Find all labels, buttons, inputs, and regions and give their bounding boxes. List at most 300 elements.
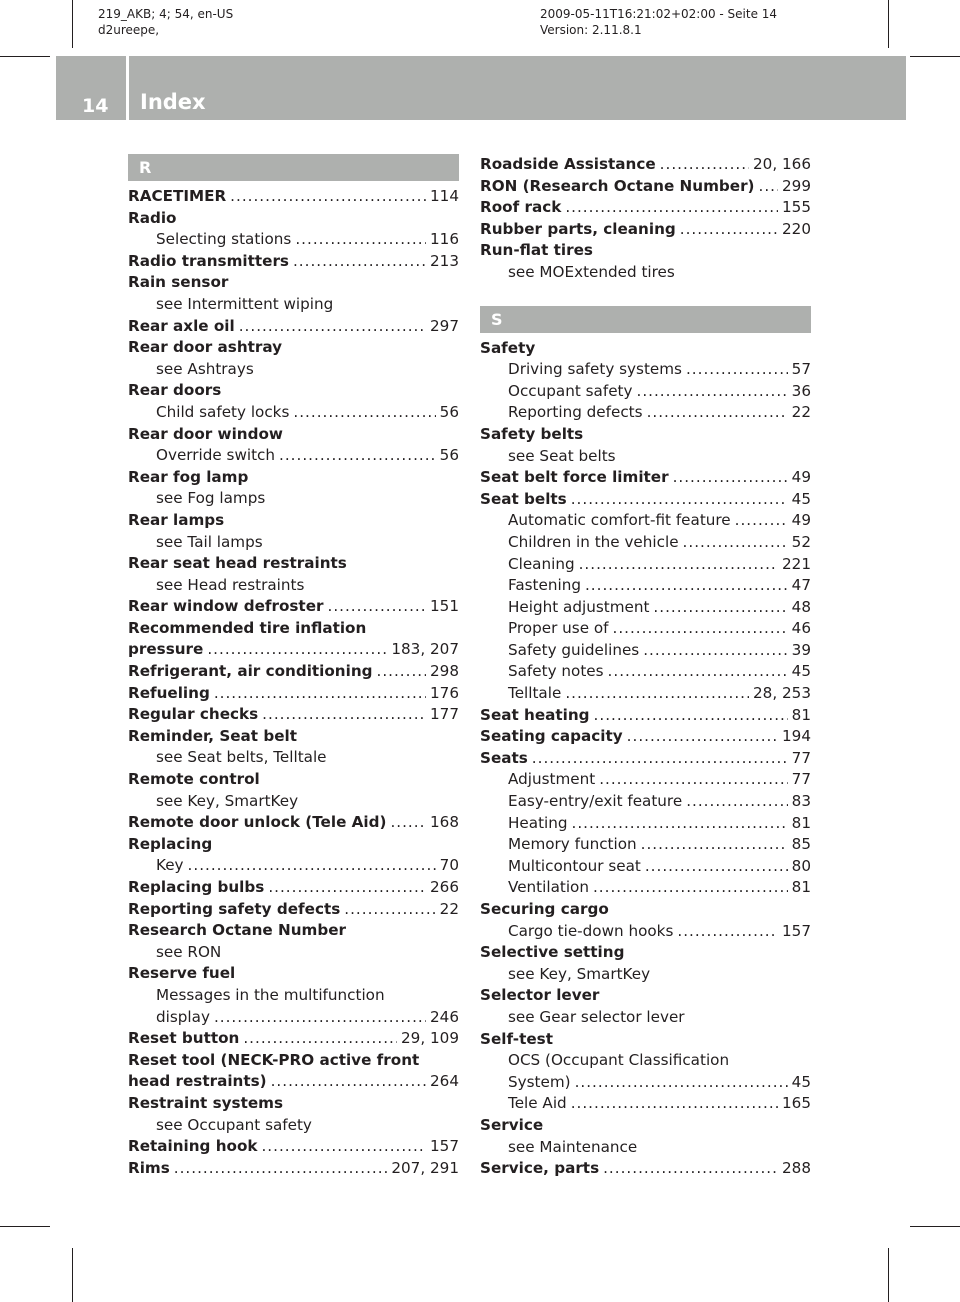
crop-mark xyxy=(0,1226,50,1227)
leader-dots xyxy=(593,877,788,899)
index-term: display xyxy=(156,1007,210,1026)
index-page-ref: 45 xyxy=(791,662,811,681)
index-subentry xyxy=(128,1115,459,1137)
leader-dots xyxy=(613,618,788,640)
index-term: Tele Aid xyxy=(508,1094,567,1113)
index-entry xyxy=(128,1136,459,1158)
index-term: Rain sensor xyxy=(128,273,229,292)
index-page-ref: 83 xyxy=(791,792,811,811)
index-page-ref: 183, 207 xyxy=(391,640,459,659)
index-entry xyxy=(128,877,459,899)
leader-dots xyxy=(565,197,778,219)
index-entry xyxy=(480,338,811,360)
index-term: OCS (Occupant Classification xyxy=(508,1051,730,1070)
index-entry xyxy=(128,769,459,791)
index-subentry xyxy=(128,402,459,424)
leader-dots xyxy=(759,176,779,198)
index-subentry xyxy=(128,985,459,1007)
print-meta-version: Version: 2.11.8.1 xyxy=(540,23,642,37)
index-term: Roof rack xyxy=(480,198,562,217)
crop-mark xyxy=(910,1226,960,1227)
index-term: Seating capacity xyxy=(480,727,623,746)
index-term: Reset button xyxy=(128,1029,240,1048)
index-term: Rear fog lamp xyxy=(128,467,249,486)
print-meta-source: d2ureepe, xyxy=(98,23,160,37)
index-page-ref: 45 xyxy=(791,489,811,508)
index-subentry xyxy=(480,1007,811,1029)
index-page-ref: 155 xyxy=(782,198,811,217)
print-meta-timestamp: 2009-05-11T16:21:02+02:00 - Seite 14 xyxy=(540,7,778,21)
leader-dots xyxy=(214,683,426,705)
index-entry xyxy=(128,812,459,834)
index-subentry xyxy=(480,1050,811,1072)
index-subentry xyxy=(480,791,811,813)
index-page-ref: 220 xyxy=(782,219,811,238)
index-entry xyxy=(128,380,459,402)
index-term: Restraint systems xyxy=(128,1093,284,1112)
index-term: see Intermittent wiping xyxy=(156,294,334,313)
index-subentry xyxy=(480,964,811,986)
index-page-ref: 49 xyxy=(791,468,811,487)
index-term: Service, parts xyxy=(480,1159,600,1178)
leader-dots xyxy=(261,1136,426,1158)
index-term: see Ashtrays xyxy=(156,359,254,378)
index-page-ref: 81 xyxy=(791,878,811,897)
index-page-ref: 297 xyxy=(430,316,459,335)
index-term: Rims xyxy=(128,1158,170,1177)
index-subentry xyxy=(480,1093,811,1115)
index-term: Self-test xyxy=(480,1029,553,1048)
index-term: Rubber parts, cleaning xyxy=(480,219,676,238)
index-term: Ventilation xyxy=(508,878,589,897)
index-term: Selective setting xyxy=(480,943,625,962)
index-term: see Fog lamps xyxy=(156,489,266,508)
page-title: Index xyxy=(140,90,206,114)
leader-dots xyxy=(328,596,427,618)
index-term: Reminder, Seat belt xyxy=(128,726,297,745)
index-page-ref: 70 xyxy=(439,856,459,875)
index-term: see Maintenance xyxy=(508,1137,638,1156)
index-entry xyxy=(128,316,459,338)
index-term: Service xyxy=(480,1115,544,1134)
index-subentry xyxy=(128,791,459,813)
index-subentry xyxy=(128,488,459,510)
index-term: Rear seat head restraints xyxy=(128,554,347,573)
index-term: Seat belt force limiter xyxy=(480,468,669,487)
index-term: see Key, SmartKey xyxy=(508,964,651,983)
index-term: see Occupant safety xyxy=(156,1115,312,1134)
index-term: Radio transmitters xyxy=(128,251,289,270)
index-term: Selector lever xyxy=(480,986,600,1005)
leader-dots xyxy=(627,726,778,748)
index-page-ref: 165 xyxy=(782,1094,811,1113)
index-page-ref: 213 xyxy=(430,251,459,270)
index-entry xyxy=(480,985,811,1007)
index-term: Remote control xyxy=(128,770,260,789)
index-subentry xyxy=(480,856,811,878)
index-page-ref: 56 xyxy=(439,446,459,465)
leader-dots xyxy=(207,639,387,661)
index-entry xyxy=(480,176,811,198)
index-entry xyxy=(128,1071,459,1093)
index-term: Safety belts xyxy=(480,424,584,443)
index-entry xyxy=(128,208,459,230)
index-term: Children in the vehicle xyxy=(508,532,679,551)
index-page-ref: 46 xyxy=(791,619,811,638)
index-page-ref: 157 xyxy=(430,1137,459,1156)
index-entry xyxy=(128,467,459,489)
index-subentry xyxy=(480,640,811,662)
index-subentry xyxy=(128,1007,459,1029)
index-entry xyxy=(128,704,459,726)
index-page-ref: 266 xyxy=(430,878,459,896)
index-entry xyxy=(480,219,811,241)
index-term: Automatic comfort-fit feature xyxy=(508,511,731,530)
index-entry xyxy=(128,661,459,683)
leader-dots xyxy=(271,1071,426,1093)
index-entry xyxy=(480,240,811,262)
index-term: head restraints) xyxy=(128,1072,267,1091)
leader-dots xyxy=(188,855,436,877)
index-page-ref: 77 xyxy=(791,748,811,767)
index-subentry xyxy=(128,445,459,467)
leader-dots xyxy=(585,575,788,597)
index-entry xyxy=(128,251,459,273)
index-page-ref: 20, 166 xyxy=(753,155,811,173)
index-subentry xyxy=(480,618,811,640)
section-letter-heading: R xyxy=(128,154,459,181)
index-subentry xyxy=(480,575,811,597)
index-entry xyxy=(128,963,459,985)
index-entry xyxy=(128,1028,459,1050)
leader-dots xyxy=(735,510,788,532)
index-term: Seat belts xyxy=(480,489,567,508)
section-letter-heading: S xyxy=(480,306,811,333)
index-term: RON (Research Octane Number) xyxy=(480,176,755,195)
index-entry xyxy=(480,705,811,727)
index-term: Radio xyxy=(128,208,177,227)
leader-dots xyxy=(174,1158,388,1180)
index-page-ref: 56 xyxy=(439,402,459,421)
index-term: see Tail lamps xyxy=(156,532,263,551)
leader-dots xyxy=(293,251,426,273)
index-entry xyxy=(128,726,459,748)
index-term: Rear door ashtray xyxy=(128,338,283,357)
index-entry xyxy=(128,510,459,532)
leader-dots xyxy=(575,1072,788,1094)
index-page-ref: 47 xyxy=(791,576,811,595)
leader-dots xyxy=(230,186,426,208)
index-page-ref: 288 xyxy=(782,1159,811,1178)
index-entry xyxy=(480,899,811,921)
index-entry xyxy=(480,1158,811,1180)
index-term: Rear door window xyxy=(128,424,283,443)
page-number: 14 xyxy=(82,95,109,117)
crop-mark xyxy=(888,0,889,48)
index-entry xyxy=(480,1029,811,1051)
index-term: RACETIMER xyxy=(128,187,227,205)
index-term: Memory function xyxy=(508,835,637,854)
index-entry xyxy=(128,424,459,446)
index-term: Rear axle oil xyxy=(128,316,235,335)
index-page-ref: 36 xyxy=(791,381,811,400)
leader-dots xyxy=(686,359,788,381)
index-page-ref: 45 xyxy=(791,1072,811,1091)
leader-dots xyxy=(243,1028,397,1050)
index-page-ref: 298 xyxy=(430,662,459,681)
index-term: Fastening xyxy=(508,576,581,595)
index-page-ref: 81 xyxy=(791,813,811,832)
index-page-ref: 151 xyxy=(430,597,459,616)
index-term: Run-flat tires xyxy=(480,241,593,260)
index-term: Reset tool (NECK-PRO active front xyxy=(128,1050,420,1069)
index-subentry xyxy=(480,554,811,576)
index-page-ref: 194 xyxy=(782,727,811,746)
index-subentry xyxy=(480,683,811,705)
leader-dots xyxy=(645,856,788,878)
leader-dots xyxy=(680,219,778,241)
index-page-ref: 29, 109 xyxy=(401,1029,459,1048)
index-term: Remote door unlock (Tele Aid) xyxy=(128,813,387,832)
index-term: Height adjustment xyxy=(508,597,650,616)
leader-dots xyxy=(599,769,787,791)
index-page-ref: 176 xyxy=(430,683,459,702)
index-subentry xyxy=(480,359,811,381)
index-term: Securing cargo xyxy=(480,900,609,918)
index-page-ref: 221 xyxy=(782,554,811,573)
index-subentry xyxy=(128,359,459,381)
index-page-ref: 177 xyxy=(430,705,459,724)
index-subentry xyxy=(480,834,811,856)
leader-dots xyxy=(262,704,426,726)
index-term: see Head restraints xyxy=(156,575,305,594)
index-subentry xyxy=(480,510,811,532)
leader-dots xyxy=(647,402,788,424)
index-term: see Seat belts xyxy=(508,446,616,465)
index-term: Research Octane Number xyxy=(128,921,347,940)
index-subentry xyxy=(480,1137,811,1159)
leader-dots xyxy=(637,381,788,403)
leader-dots xyxy=(686,791,787,813)
index-term: Safety guidelines xyxy=(508,640,640,659)
crop-mark xyxy=(72,0,73,48)
index-term: System) xyxy=(508,1072,571,1091)
index-subentry xyxy=(480,597,811,619)
leader-dots xyxy=(268,877,426,899)
leader-dots xyxy=(295,229,426,251)
index-entry xyxy=(128,1050,459,1072)
index-term: Safety notes xyxy=(508,662,604,681)
leader-dots xyxy=(571,1093,778,1115)
crop-mark xyxy=(72,1248,73,1302)
index-column-right xyxy=(480,154,811,1180)
index-page-ref: 114 xyxy=(430,187,459,205)
leader-dots xyxy=(293,402,435,424)
index-term: see Key, SmartKey xyxy=(156,791,299,810)
index-entry xyxy=(128,186,459,208)
index-entry xyxy=(480,424,811,446)
index-page-ref: 52 xyxy=(791,532,811,551)
index-term: Adjustment xyxy=(508,770,596,789)
index-entry xyxy=(128,683,459,705)
index-entry xyxy=(128,337,459,359)
index-entry xyxy=(128,272,459,294)
index-entry xyxy=(128,920,459,942)
index-subentry xyxy=(480,262,811,284)
index-term: Override switch xyxy=(156,446,276,465)
index-term: Telltale xyxy=(508,684,562,703)
index-page-ref: 49 xyxy=(791,511,811,530)
index-column-left xyxy=(128,154,459,1179)
leader-dots xyxy=(603,1158,778,1180)
index-term: Cargo tie-down hooks xyxy=(508,921,674,940)
index-term: Occupant safety xyxy=(508,381,633,400)
leader-dots xyxy=(571,489,788,511)
leader-dots xyxy=(683,532,788,554)
index-term: see MOExtended tires xyxy=(508,262,675,281)
index-term: Key xyxy=(156,856,184,875)
index-entry xyxy=(480,748,811,770)
index-entry xyxy=(128,899,459,921)
index-subentry xyxy=(480,877,811,899)
index-subentry xyxy=(480,813,811,835)
index-subentry xyxy=(480,1072,811,1094)
index-entry xyxy=(480,1115,811,1137)
index-subentry xyxy=(480,446,811,468)
index-term: Heating xyxy=(508,813,568,832)
leader-dots xyxy=(643,640,787,662)
index-term: Reporting safety defects xyxy=(128,899,341,918)
index-entry xyxy=(480,467,811,489)
index-term: Multicontour seat xyxy=(508,856,641,875)
index-term: Roadside Assistance xyxy=(480,155,656,173)
index-subentry xyxy=(128,855,459,877)
index-term: Child safety locks xyxy=(156,402,290,421)
index-term: Refueling xyxy=(128,683,210,702)
leader-dots xyxy=(572,813,788,835)
header-divider xyxy=(126,56,129,120)
leader-dots xyxy=(673,467,788,489)
index-page-ref: 299 xyxy=(782,176,811,195)
index-entry xyxy=(480,197,811,219)
leader-dots xyxy=(279,445,436,467)
print-meta-job: 219_AKB; 4; 54, en-US xyxy=(98,7,234,21)
leader-dots xyxy=(565,683,749,705)
index-entry xyxy=(480,726,811,748)
index-term: Rear lamps xyxy=(128,510,225,529)
leader-dots xyxy=(377,661,427,683)
index-subentry xyxy=(128,229,459,251)
index-term: Proper use of xyxy=(508,619,609,638)
index-term: see RON xyxy=(156,942,222,961)
leader-dots xyxy=(344,899,435,921)
index-term: Regular checks xyxy=(128,705,259,724)
index-page-ref: 57 xyxy=(791,360,811,379)
index-entry xyxy=(128,553,459,575)
index-term: Rear window defroster xyxy=(128,597,324,616)
crop-mark xyxy=(910,56,960,57)
index-entry xyxy=(128,596,459,618)
index-page-ref: 264 xyxy=(430,1072,459,1091)
leader-dots xyxy=(608,661,788,683)
index-page-ref: 80 xyxy=(791,856,811,875)
crop-mark xyxy=(0,56,50,57)
index-term: Seat heating xyxy=(480,705,590,724)
leader-dots xyxy=(579,554,778,576)
index-subentry xyxy=(128,942,459,964)
index-entry xyxy=(128,618,459,640)
leader-dots xyxy=(239,316,426,338)
index-term: see Gear selector lever xyxy=(508,1007,685,1026)
index-term: Recommended tire inflation xyxy=(128,618,367,637)
index-term: Selecting stations xyxy=(156,230,292,249)
index-page-ref: 207, 291 xyxy=(391,1158,459,1177)
print-meta-right xyxy=(540,6,777,38)
index-subentry xyxy=(128,532,459,554)
index-page-ref: 39 xyxy=(791,640,811,659)
index-page-ref: 85 xyxy=(791,835,811,854)
index-term: Reserve fuel xyxy=(128,964,236,983)
leader-dots xyxy=(641,834,788,856)
index-term: Refrigerant, air conditioning xyxy=(128,662,373,681)
crop-mark xyxy=(888,1248,889,1302)
index-term: Cleaning xyxy=(508,554,575,573)
index-subentry xyxy=(480,661,811,683)
index-entry xyxy=(480,154,811,176)
index-term: Replacing xyxy=(128,834,213,853)
index-page-ref: 22 xyxy=(791,403,811,422)
index-page-ref: 246 xyxy=(430,1007,459,1026)
leader-dots xyxy=(532,748,788,770)
index-subentry xyxy=(480,381,811,403)
index-subentry xyxy=(480,402,811,424)
index-page-ref: 48 xyxy=(791,597,811,616)
index-entry xyxy=(128,1158,459,1180)
leader-dots xyxy=(660,154,749,176)
index-entry xyxy=(128,834,459,856)
index-term: Driving safety systems xyxy=(508,360,682,379)
index-page-ref: 28, 253 xyxy=(753,684,811,703)
index-term: Rear doors xyxy=(128,381,222,400)
index-subentry xyxy=(480,921,811,943)
index-subentry xyxy=(128,575,459,597)
leader-dots xyxy=(677,921,778,943)
index-term: Reporting defects xyxy=(508,403,643,422)
index-page-ref: 22 xyxy=(439,899,459,918)
index-term: Replacing bulbs xyxy=(128,878,265,896)
index-subentry xyxy=(128,747,459,769)
index-entry xyxy=(480,942,811,964)
index-page-ref: 168 xyxy=(430,813,459,832)
index-term: Retaining hook xyxy=(128,1137,258,1156)
index-term: Easy-entry/exit feature xyxy=(508,792,683,811)
index-page-ref: 157 xyxy=(782,921,811,940)
index-subentry xyxy=(480,769,811,791)
print-meta-left xyxy=(98,6,233,38)
index-term: see Seat belts, Telltale xyxy=(156,748,327,767)
index-entry xyxy=(128,639,459,661)
index-page-ref: 77 xyxy=(791,770,811,789)
leader-dots xyxy=(214,1007,426,1029)
leader-dots xyxy=(653,597,787,619)
index-term: Safety xyxy=(480,338,536,357)
index-term: Seats xyxy=(480,748,528,767)
leader-dots xyxy=(594,705,788,727)
index-subentry xyxy=(480,532,811,554)
index-page-ref: 81 xyxy=(791,705,811,724)
index-term: pressure xyxy=(128,640,204,659)
index-term: Messages in the multifunction xyxy=(156,985,385,1004)
